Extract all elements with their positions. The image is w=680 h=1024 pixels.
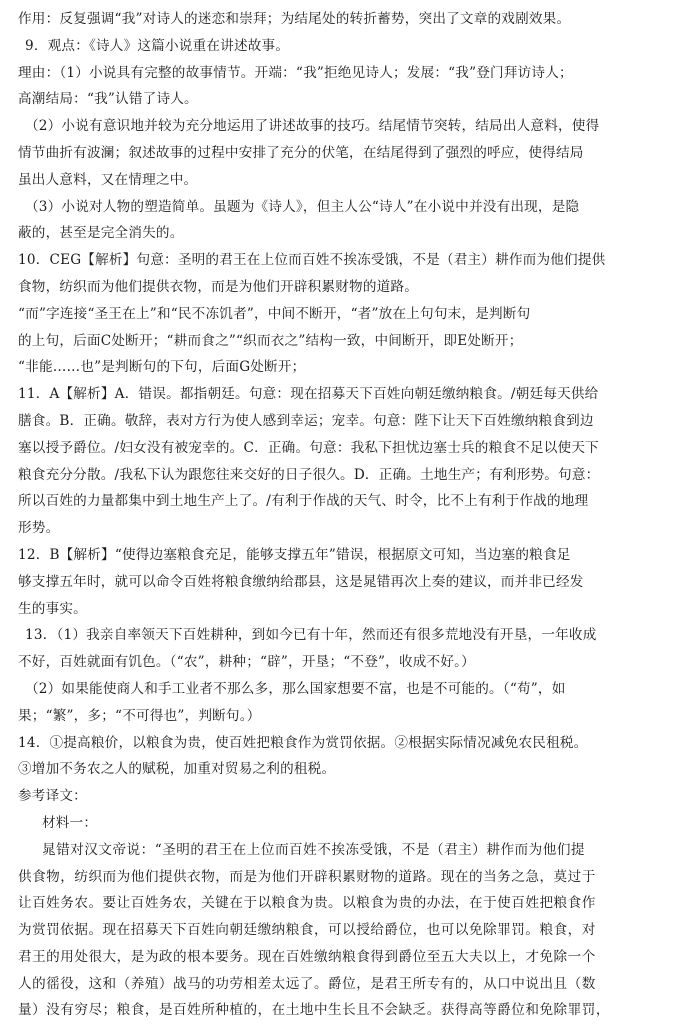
text-line: 材料一： <box>42 814 98 831</box>
text-line: 情节曲折有波澜；叙述故事的过程中安排了充分的伏笔，在结尾得到了强烈的呼应，使得结局 <box>18 144 584 161</box>
text-line: 量）没有穷尽；粮食，是百姓所种植的，在土地中生长且不会缺乏。获得高等爵位和免除罪罚， <box>18 1002 610 1019</box>
text-line: 9．观点：《诗人》这篇小说重在讲述故事。 <box>25 37 290 54</box>
text-line: 虽出人意料，又在情理之中。 <box>18 171 198 188</box>
text-line: 12．B【解析】“使得边塞粮食充足，能够支撑五年”错误，根据原文可知，当边塞的粮食足 <box>18 546 571 563</box>
text-line: “而”字连接“圣王在上”和“民不冻饥者”，中间不断开，“者”放在上句句末，是判断句 <box>18 305 531 322</box>
text-line: 生的事实。 <box>18 600 87 617</box>
text-line: 果；“繁”，多；“不可得也”，判断句。） <box>18 707 261 724</box>
text-line: 君王的用处很大，是为政的根本要务。现在百姓缴纳粮食得到爵位至五大夫以上，才免除一个 <box>18 948 596 965</box>
text-line: 为赏罚依据。现在招募天下百姓向朝廷缴纳粮食，可以授给爵位，也可以免除罪罚。粮食，对 <box>18 922 596 939</box>
text-line: 作用：反复强调“我”对诗人的迷恋和崇拜；为结尾处的转折蓄势，突出了文章的戏剧效果。 <box>18 11 571 27</box>
text-line: 参考译文： <box>18 788 87 805</box>
text-line: 让百姓务农。要让百姓务农，关键在于以粮食为贵。以粮食为贵的办法，在于使百姓把粮食作 <box>18 895 596 912</box>
text-line: 所以百姓的力量都集中到土地生产上了。/有利于作战的天气、时令，比不上有利于作战的地理 <box>18 493 589 510</box>
text-line: 不好，百姓就面有饥色。（“农”，耕种；“辟”，开垦；“不登”，收成不好。） <box>18 654 475 671</box>
text-line: （3）小说对人物的塑造简单。虽题为《诗人》，但主人公“诗人”在小说中并没有出现，是隐 <box>25 198 580 215</box>
text-line: 11．A【解析】A．错误。都指朝廷。句意：现在招募天下百姓向朝廷缴纳粮食。/朝廷每天供给 <box>18 386 599 403</box>
text-line: （2）如果能使商人和手工业者不那么多，那么国家想要不富，也是不可能的。（“苟”，如 <box>25 680 566 697</box>
text-line: 的上句，后面C处断开；“耕而食之”“织而衣之”结构一致，中间断开，即E处断开； <box>18 332 523 349</box>
text-line: 膳食。B．正确。敬辞，表对方行为使人感到幸运；宠幸。句意：陛下让天下百姓缴纳粮食到边 <box>18 412 594 429</box>
text-line: 人的徭役，这和（养殖）战马的功劳相差太远了。爵位，是君王所专有的，从口中说出且（数 <box>18 975 596 992</box>
text-line: 高潮结局：“我”认错了诗人。 <box>18 91 198 108</box>
answer-section <box>18 6 668 837</box>
text-line: 形势。 <box>18 520 60 537</box>
text-line: 供食物，纺织而为他们提供衣物，而是为他们开辟积累财物的道路。现在的当务之急，莫过于 <box>18 868 596 885</box>
text-line: 13．（1）我亲自率领天下百姓耕种，到如今已有十年，然而还有很多荒地没有开垦，一年收成 <box>25 627 597 644</box>
text-line: ③增加不务农之人的赋税，加重对贸易之利的租税。 <box>18 761 336 778</box>
text-line: 晁错对汉文帝说：“圣明的君王在上位而百姓不挨冻受饿，不是（君主）耕作而为他们提 <box>42 841 586 858</box>
text-line: （2）小说有意识地并较为充分地运用了讲述故事的技巧。结尾情节突转，结局出人意料，使得 <box>25 118 600 135</box>
text-line: 理由：（1）小说具有完整的故事情节。开端：“我”拒绝见诗人；发展：“我”登门拜访诗人； <box>18 64 573 81</box>
translation-section <box>18 837 668 1024</box>
text-line: 蔽的，甚至是完全消失的。 <box>18 225 184 242</box>
text-line: 粮食充分分散。/我私下认为跟您往来交好的日子很久。D．正确。土地生产；有利形势。句意： <box>18 466 600 483</box>
text-line: 塞以授予爵位。/妇女没有被宠幸的。C．正确。句意：我私下担忧边塞士兵的粮食不足以使天下 <box>18 439 599 456</box>
text-line: 够支撑五年时，就可以命令百姓将粮食缴纳给郡县，这是晁错再次上奏的建议，而并非已经发 <box>18 573 584 590</box>
text-line: 14．①提高粮价，以粮食为贵，使百姓把粮食作为赏罚依据。②根据实际情况减免农民租税。 <box>18 734 588 751</box>
text-line: 食物，纺织而为他们提供衣物，而是为他们开辟积累财物的道路。 <box>18 278 419 295</box>
text-line: 10．CEG【解析】句意：圣明的君王在上位而百姓不挨冻受饿，不是（君主）耕作而为他们提供 <box>18 252 606 269</box>
text-line: “非能……也”是判断句的下句，后面G处断开； <box>18 359 306 376</box>
